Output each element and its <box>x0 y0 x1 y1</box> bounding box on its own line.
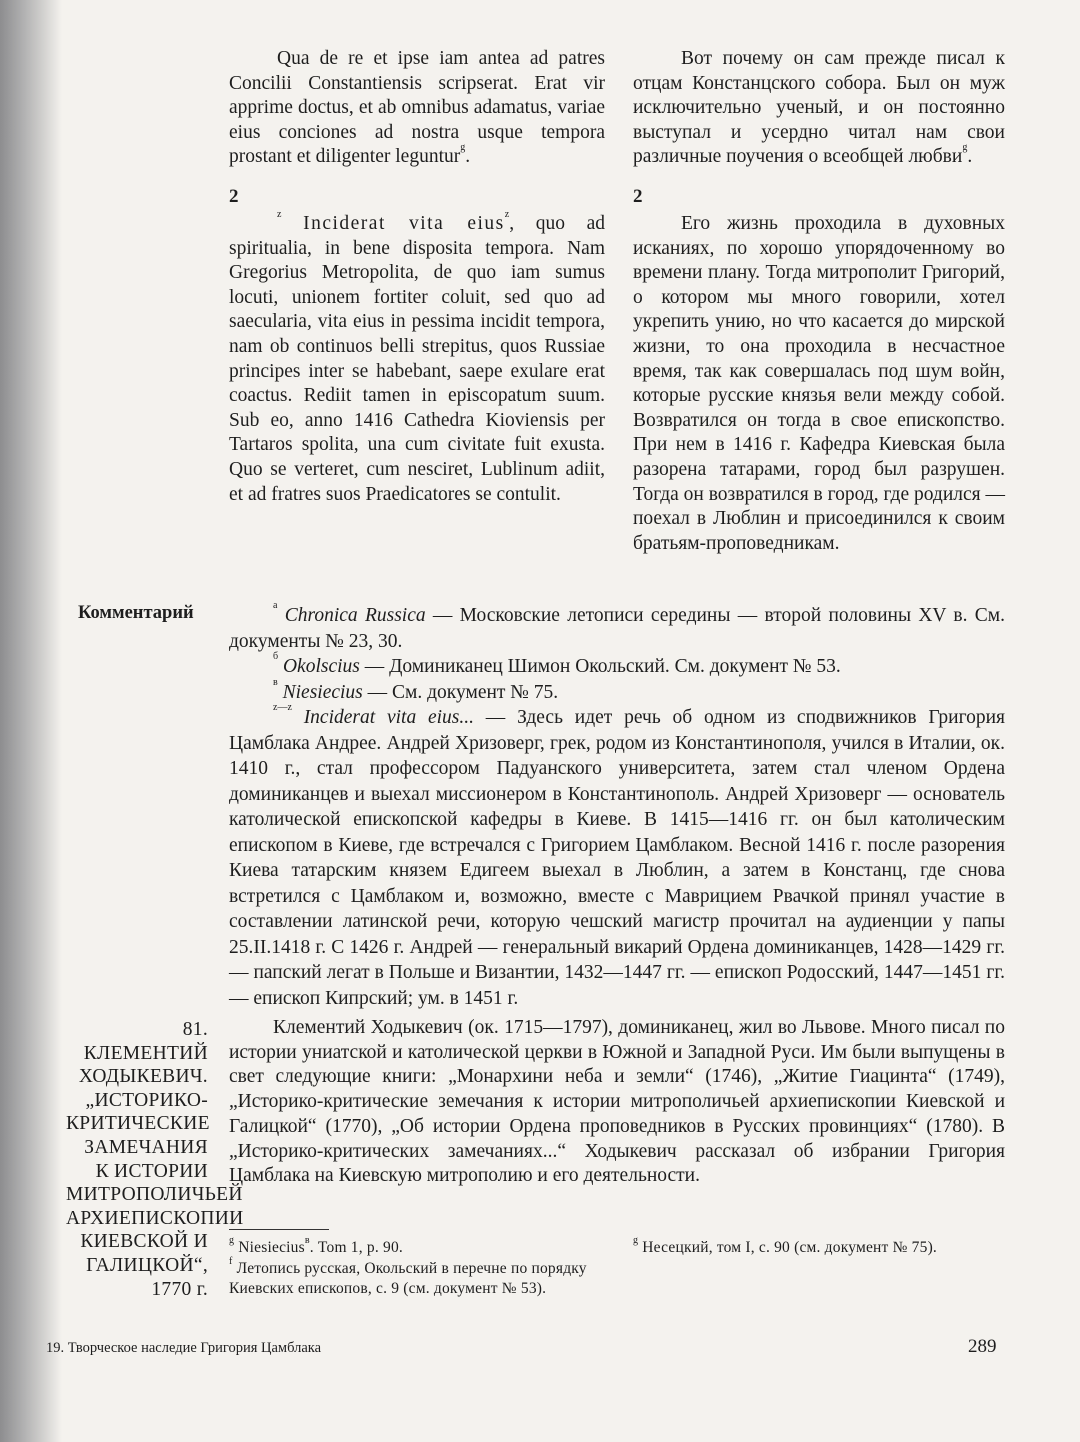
commentary-item <box>229 600 1006 654</box>
entry-year: , 1770 г. <box>151 1254 208 1300</box>
footnote-mark: g <box>460 142 466 154</box>
latin-paragraph-top <box>229 47 605 170</box>
russian-section-number: 2 <box>633 186 643 207</box>
commentary-term: Niesiecius <box>282 681 363 703</box>
commentary-label: Комментарий <box>78 603 194 623</box>
russian-paragraph-top <box>633 47 1005 170</box>
entry-intro <box>229 1016 1005 1189</box>
latin-text: Qua de re et ipse iam antea ad patres Concilii Constantiensis scripserat. Erat vir apprime doctus, et ab omnibus adamatus, variae eius conciones ad nostra usque tempora prostant et diligenter leguntur <box>229 48 605 168</box>
footnote-mark: в <box>304 1235 310 1246</box>
entry-intro-text: Клементий Ходыкевич (ок. 1715—1797), доминиканец, жил во Львове. Много писал по истории униатской и католической церкви в Южной и Западной Руси. Им были выпущены в свет следующие книги: „Монархини неба и земли“ (1746), „Житие Гиацинта“ (1749), „Историко-критические земечания к истории митрополичьей архиепископии Киевской и Галицкой“ (1770), „Об истории Ордена проповедников в Русских провинциях“ (1780). В „Историко-критических замечаниях...“ Ходыкевич рассказал об избрании Григория Цамблака на Киевскую митрополию и его деятельности. <box>229 1017 1005 1187</box>
entry-title: 81. КЛЕМЕНТИЙ ХОДЫКЕВИЧ. „ИСТОРИКО-КРИТИЧЕСКИЕ ЗАМЕЧАНИЯ К ИСТОРИИ МИТРОПОЛИЧЬЕЙ АРХИЕПИСКОПИИ КИЕВСКОЙ И ГАЛИЦКОЙ“ <box>66 1019 244 1276</box>
page-number: 289 <box>968 1336 997 1357</box>
punct: . <box>967 146 973 168</box>
latin-lead: Inciderat vita eius <box>303 213 505 234</box>
latin-section-number: 2 <box>229 186 239 207</box>
commentary-mark: a <box>273 600 278 611</box>
footnote-mark: f <box>229 1255 233 1267</box>
footnote-mark: g <box>633 1235 639 1246</box>
footnote-mark: g <box>229 1235 235 1246</box>
commentary-item <box>229 702 1005 1011</box>
commentary-block <box>229 600 1006 1011</box>
russian-paragraph-2 <box>633 212 1005 556</box>
footnotes-russian <box>633 1235 1013 1259</box>
commentary-text: — См. документ № 75. <box>362 681 559 703</box>
footnote-rule <box>229 1229 329 1230</box>
footnote-text: Niesiecius <box>238 1239 305 1256</box>
entry-heading <box>66 1018 244 1301</box>
footnote-mark: g <box>962 142 968 154</box>
footnotes-latin <box>229 1235 607 1300</box>
commentary-mark: z <box>277 209 282 220</box>
russian-text: Его жизнь проходила в духовных исканиях, по хорошо упорядоченному во времени плану. Тогда митрополит Григорий, о котором мы много говорили, хотел укрепить унию, но что касается до мирской жизни, то она проходила в несчастное время, так как совершалась под шум войн, которые русские князья вели между собой. Возвратился он тогда в свое епископство. При нем в 1416 г. Кафедра Киевская была разорена татарами, город был разрушен. Тогда он возвратился в город, где родился — поехал в Люблин и присоединился к своим братьям-проповедникам. <box>633 213 1006 554</box>
commentary-mark: в <box>273 676 278 688</box>
latin-paragraph-2 <box>229 209 605 507</box>
commentary-term: Chronica Russica <box>284 605 426 626</box>
footnote <box>633 1235 1013 1259</box>
running-title: 19. Творческое наследие Григория Цамблака <box>46 1340 322 1356</box>
commentary-mark: z <box>504 209 510 220</box>
commentary-text: — Доминиканец Шимон Окольский. См. документ № 53. <box>359 656 841 677</box>
russian-text: Вот почему он сам прежде писал к отцам Констанцского собора. Был он муж исключительно ученый, и он постоянно выступал и усердно читал нам свои различные поучения о всеобщей любви <box>633 48 1005 168</box>
book-spine-shadow <box>0 0 62 1442</box>
punct: . <box>465 146 471 168</box>
latin-text: , quo ad spiritualia, in bene disposita tempora. Nam Gregorius Metropolita, de quo iam sumus locuti, unionem fortiter coluit, sed quo ad saecularia, vita eius in pessima incidit tempora, nam ob continuos belli strepitus, quos Russiae principes inter se habebant, saepe exulare erat coactus. Rediit tamen in episcopatum suum. Sub eo, anno 1416 Cathedra Kioviensis per Tartaros spolita, una cum civitate fuit exusta. Quo se verteret, cum nesciret, Lublinum adiit, et ad fratres suos Praedicatores se contulit. <box>229 213 605 505</box>
commentary-text: — Здесь идет речь об одном из сподвижников Григория Цамблака Андрее. Андрей Хризоверг, грек, родом из Константинополя, учился в Италии, ок. 1410 г., стал профессором Падуанского университета, затем стал членом Ордена доминиканцев и выехал миссионером в Константинополь. Андрей Хризоверг — основатель католической епископской кафедры в Киеве. В 1415—1416 гг. он был католическим епископом в Киеве, где встречался с Григорием Цамблаком. Весной 1416 г. после разорения Киева татарским князем Едигеем выехал в Люблин, а затем в Констанц, где снова встретился с Цамблаком и, возможно, вместе с Маврицием Рвачкой принял участие в составлении латинской речи, которую чешский магистр прочитал на аудиенции у папы 25.II.1418 г. С 1426 г. Андрей — генеральный викарий Ордена доминиканцев, 1428—1429 гг. — папский легат в Польше и Византии, 1432—1447 гг. — епископ Родосский, 1447—1451 гг. — епископ Кипрский; ум. в 1451 г. <box>229 707 1005 1009</box>
commentary-mark: z—z <box>273 702 292 713</box>
commentary-text: — Московские летописи середины — второй половины XV в. См. документы № 23, 30. <box>229 605 1006 652</box>
footnote-text: Летопись русская, Окольский в перечне по порядку Киевских епископов, с. 9 (см. документ № 53). <box>229 1259 587 1297</box>
footnote <box>229 1235 607 1259</box>
commentary-item <box>229 676 1005 706</box>
commentary-term: Inciderat vita eius... <box>303 707 475 728</box>
footnote-text: Несецкий, том I, с. 90 (см. документ № 75). <box>642 1239 938 1256</box>
footnote-text: . Tom 1, p. 90. <box>309 1239 403 1256</box>
footnote <box>229 1255 607 1300</box>
commentary-item <box>229 651 1005 680</box>
commentary-term: Okolscius <box>282 656 360 677</box>
commentary-mark: б <box>273 651 279 662</box>
